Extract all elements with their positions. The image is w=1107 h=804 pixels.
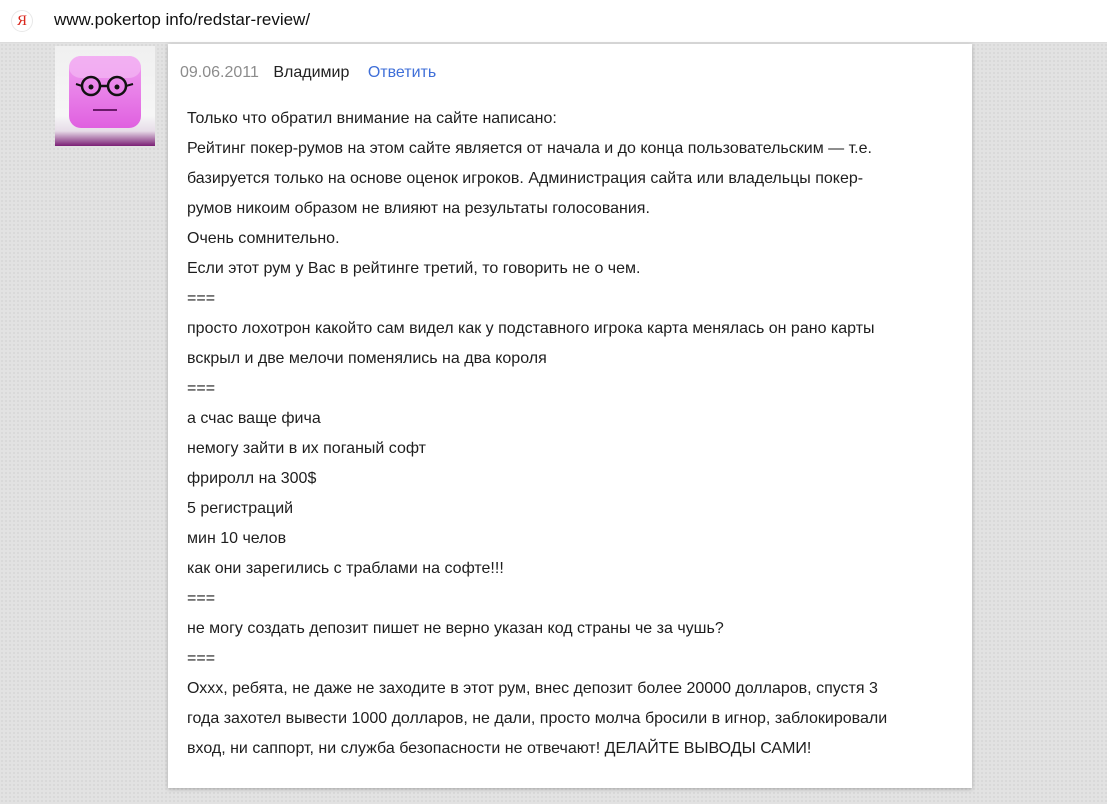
comment-line: румов никоим образом не влияют на результаты голосования. — [187, 200, 650, 217]
comment-line: года захотел вывести 1000 долларов, не дали, просто молча бросили в игнор, заблокировали — [187, 710, 888, 727]
comment-line: Если этот рум у Вас в рейтинге третий, то говорить не о чем. — [187, 260, 641, 277]
comment-line: как они зарегились с траблами на софте!!! — [187, 560, 504, 577]
comment-line: базируется только на основе оценок игроков. Администрация сайта или владельцы покер- — [187, 170, 864, 187]
comment-separator: === — [187, 590, 216, 607]
avatar-face-icon — [55, 46, 155, 146]
comment-line: фриролл на 300$ — [187, 470, 317, 487]
browser-address-bar[interactable] — [0, 0, 1107, 43]
comment-card — [168, 44, 972, 788]
comment-separator: === — [187, 290, 216, 307]
comment-line: Оххх, ребята, не даже не заходите в этот рум, внес депозит более 20000 долларов, спустя 3 — [187, 680, 878, 697]
comment-line: просто лохотрон какойто сам видел как у подставного игрока карта менялась он рано карты — [187, 320, 875, 337]
comment-line: мин 10 челов — [187, 530, 287, 547]
comment-date: 09.06.2011 — [180, 64, 259, 81]
comment-body — [187, 104, 962, 764]
comment-line: 5 регистраций — [187, 500, 294, 517]
comment-line: Только что обратил внимание на сайте написано: — [187, 110, 557, 127]
comment-meta — [180, 64, 436, 82]
comment-line: не могу создать депозит пишет не верно указан код страны че за чушь? — [187, 620, 724, 637]
comment-separator: === — [187, 650, 216, 667]
comment-line: вскрыл и две мелочи поменялись на два короля — [187, 350, 547, 367]
reply-link[interactable]: Ответить — [367, 64, 437, 81]
url-text[interactable]: www.pokertop info/redstar-review/ — [54, 10, 311, 29]
avatar — [55, 46, 155, 146]
comment-author[interactable]: Владимир — [273, 64, 350, 81]
comment-line: немогу зайти в их поганый софт — [187, 440, 427, 457]
yandex-favicon-icon: Я — [11, 10, 33, 32]
comment-line: Очень сомнительно. — [187, 230, 340, 247]
comment-line: а счас ваще фича — [187, 410, 321, 427]
comment-line: Рейтинг покер-румов на этом сайте является от начала и до конца пользовательским — т.е. — [187, 140, 872, 157]
comment-line: вход, ни саппорт, ни служба безопасности не отвечают! ДЕЛАЙТЕ ВЫВОДЫ САМИ! — [187, 740, 812, 757]
comment-separator: === — [187, 380, 216, 397]
